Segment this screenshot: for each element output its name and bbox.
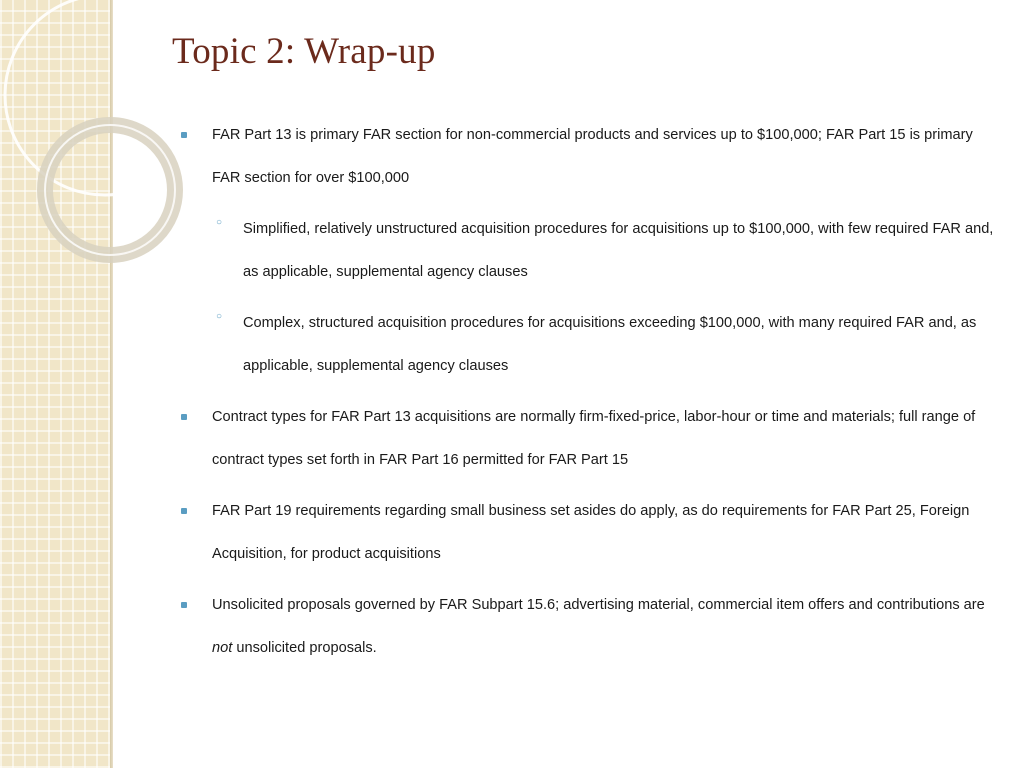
- bullet-text-part: unsolicited proposals.: [232, 640, 377, 656]
- sub-bullet-item: [212, 208, 998, 294]
- sub-bullet-text: Simplified, relatively unstructured acquisition procedures for acquisitions up to $100,000, with few required FAR and, as applicable, supplemental agency clauses: [243, 221, 994, 280]
- bullet-item: [178, 584, 998, 670]
- bullet-item: [178, 114, 998, 388]
- bullet-text: Contract types for FAR Part 13 acquisitions are normally firm-fixed-price, labor-hour or time and materials; full range of contract types set forth in FAR Part 16 permitted for FAR Part 15: [212, 409, 976, 468]
- bullet-item: [178, 490, 998, 576]
- bullet-icon: [181, 414, 187, 420]
- bullet-icon: [181, 132, 187, 138]
- sub-bullet-item: [212, 302, 998, 388]
- sub-bullet-text: Complex, structured acquisition procedures for acquisitions exceeding $100,000, with many required FAR and, as applicable, supplemental agency clauses: [243, 315, 977, 374]
- sub-bullet-list: [212, 208, 998, 388]
- bullet-icon: [181, 602, 187, 608]
- slide-title: Topic 2: Wrap-up: [172, 31, 436, 72]
- bullet-text-part: Unsolicited proposals governed by FAR Subpart 15.6; advertising material, commercial item offers and contributions are: [212, 597, 985, 613]
- bullet-text: FAR Part 19 requirements regarding small business set asides do apply, as do requirements for FAR Part 25, Foreign Acquisition, for product acquisitions: [212, 503, 970, 562]
- sidebar-edge: [110, 0, 113, 768]
- sidebar-decoration: [0, 0, 113, 768]
- bullet-icon: [181, 508, 187, 514]
- bullet-text: [212, 597, 985, 656]
- sub-bullet-icon: ○: [216, 311, 223, 322]
- emphasis-text: not: [212, 640, 233, 656]
- bullet-list: [178, 114, 998, 678]
- bullet-item: [178, 396, 998, 482]
- sub-bullet-icon: ○: [216, 217, 223, 228]
- bullet-text: FAR Part 13 is primary FAR section for non-commercial products and services up to $100,000; FAR Part 15 is primary FAR section for over $100,000: [212, 127, 973, 186]
